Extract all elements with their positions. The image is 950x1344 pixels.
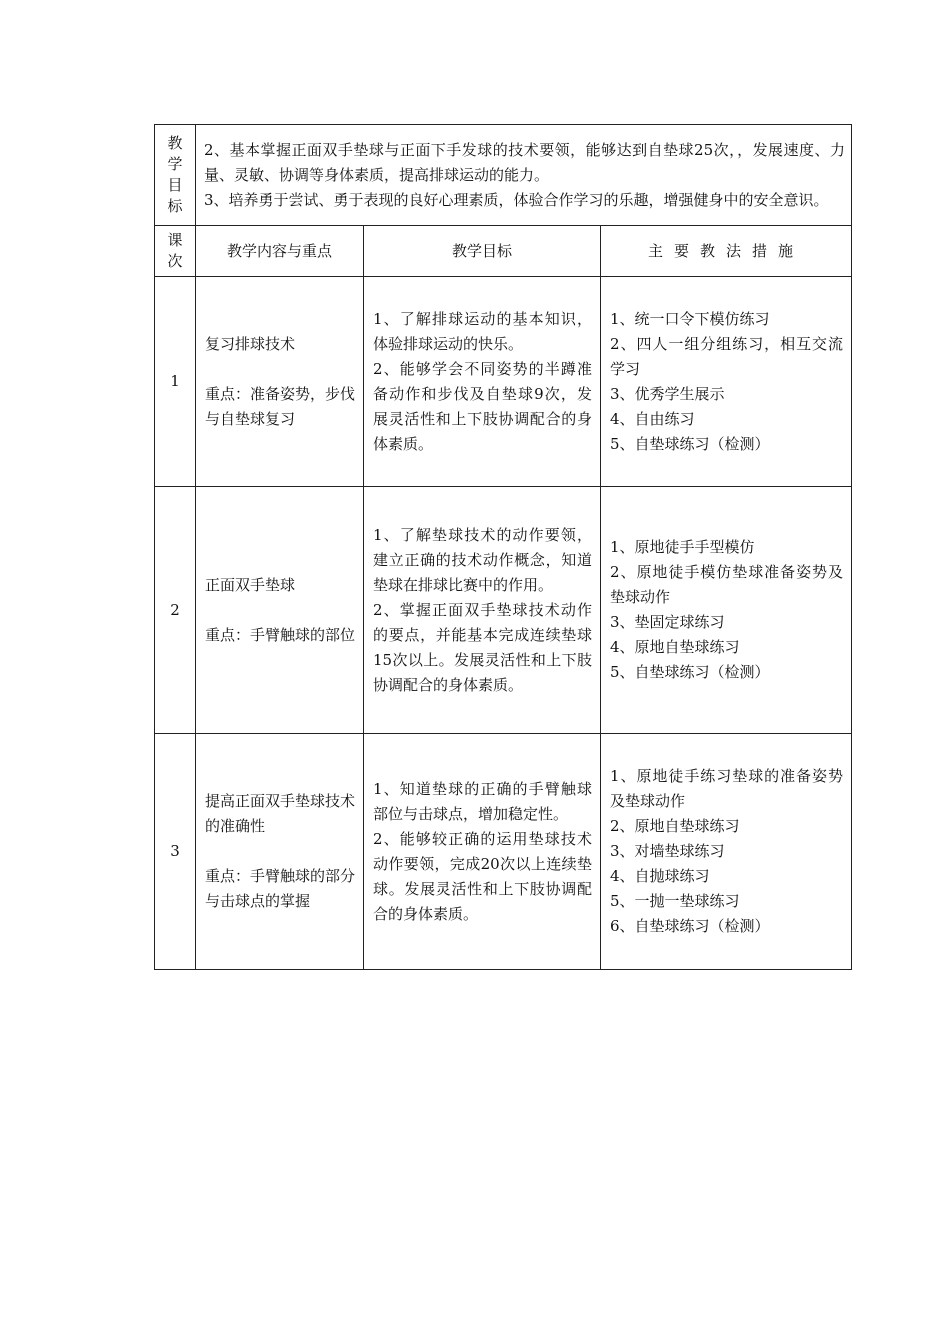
lesson-number: 1	[155, 277, 196, 487]
objective-item: 2、掌握正面双手垫球技术动作的要点，并能基本完成连续垫球15次以上。发展灵活性和上下肢协调配合的身体素质。	[373, 600, 592, 694]
method-item: 3、垫固定球练习	[610, 613, 725, 631]
lesson-row	[155, 277, 852, 487]
goals-label-char: 标	[167, 197, 183, 215]
spacer	[205, 598, 355, 623]
method-item: 5、自垫球练习（检测）	[610, 663, 770, 681]
lesson-plan-table	[154, 124, 852, 970]
method-item: 3、对墙垫球练习	[610, 842, 725, 860]
header-lesson-char: 课	[167, 231, 183, 249]
goal-line-3: 3、培养勇于尝试、勇于表现的良好心理素质，体验合作学习的乐趣，增强健身中的安全意识。	[204, 190, 829, 209]
header-objective: 教学目标	[364, 226, 601, 277]
method-item: 2、原地徒手模仿垫球准备姿势及垫球动作	[610, 563, 843, 606]
method-item: 6、自垫球练习（检测）	[610, 917, 770, 935]
spacer	[205, 839, 355, 864]
header-lesson-number	[155, 226, 196, 277]
method-item: 5、自垫球练习（检测）	[610, 434, 770, 453]
method-item: 5、一抛一垫球练习	[610, 892, 740, 910]
lesson-objectives	[364, 277, 601, 487]
lesson-topic: 复习排球技术	[205, 334, 296, 353]
objective-item: 2、能够学会不同姿势的半蹲准备动作和步伐及自垫球9次，发展灵活性和上下肢协调配合的身体素质。	[373, 359, 592, 453]
lesson-methods	[601, 277, 852, 487]
lesson-number: 2	[155, 487, 196, 734]
objective-item: 1、了解排球运动的基本知识，体验排球运动的快乐。	[373, 309, 592, 353]
goal-line-2: 2、基本掌握正面双手垫球与正面下手发球的技术要领，能够达到自垫球25次，，发展速度、力量、灵敏、协调等身体素质，提高排球运动的能力。	[204, 140, 845, 184]
lesson-focus: 重点：手臂触球的部位	[205, 625, 356, 644]
lesson-methods	[601, 734, 852, 970]
lesson-methods	[601, 487, 852, 734]
lesson-objectives	[364, 734, 601, 970]
header-content: 教学内容与重点	[196, 226, 364, 277]
header-row	[155, 226, 852, 277]
lesson-content	[196, 277, 364, 487]
header-methods	[601, 226, 852, 277]
method-item: 1、原地徒手手型模仿	[610, 538, 755, 556]
lesson-content	[196, 487, 364, 734]
method-item: 2、原地自垫球练习	[610, 817, 740, 835]
teaching-goals-row	[155, 125, 852, 226]
lesson-topic: 提高正面双手垫球技术的准确性	[205, 792, 356, 835]
lesson-content	[196, 734, 364, 970]
header-lesson-char: 次	[167, 252, 183, 270]
lesson-focus: 重点：手臂触球的部分与击球点的掌握	[205, 867, 356, 910]
method-item: 4、原地自垫球练习	[610, 638, 740, 656]
teaching-goals-label	[155, 125, 196, 226]
lesson-number: 3	[155, 734, 196, 970]
objective-item: 1、知道垫球的正确的手臂触球部位与击球点，增加稳定性。	[373, 779, 592, 823]
method-item: 4、自抛球练习	[610, 867, 710, 885]
teaching-goals-text	[196, 125, 852, 226]
objective-item: 1、了解垫球技术的动作要领，建立正确的技术动作概念，知道垫球在排球比赛中的作用。	[373, 525, 592, 594]
method-item: 3、优秀学生展示	[610, 384, 725, 403]
lesson-row	[155, 487, 852, 734]
goals-label-char: 教	[167, 134, 183, 152]
goals-label-char: 学	[167, 155, 183, 173]
lesson-topic: 正面双手垫球	[205, 575, 296, 594]
method-item: 1、统一口令下模仿练习	[610, 309, 770, 328]
lesson-focus: 重点：准备姿势，步伐与自垫球复习	[205, 384, 356, 428]
method-item: 4、自由练习	[610, 409, 695, 428]
lesson-row	[155, 734, 852, 970]
goals-label-char: 目	[167, 176, 183, 194]
lesson-objectives	[364, 487, 601, 734]
method-item: 1、原地徒手练习垫球的准备姿势及垫球动作	[610, 767, 843, 810]
header-methods-label: 主要教法措施	[647, 241, 804, 260]
spacer	[205, 357, 355, 382]
objective-item: 2、能够较正确的运用垫球技术动作要领，完成20次以上连续垫球。发展灵活性和上下肢协调配合的身体素质。	[373, 829, 592, 923]
method-item: 2、四人一组分组练习，相互交流学习	[610, 334, 843, 378]
